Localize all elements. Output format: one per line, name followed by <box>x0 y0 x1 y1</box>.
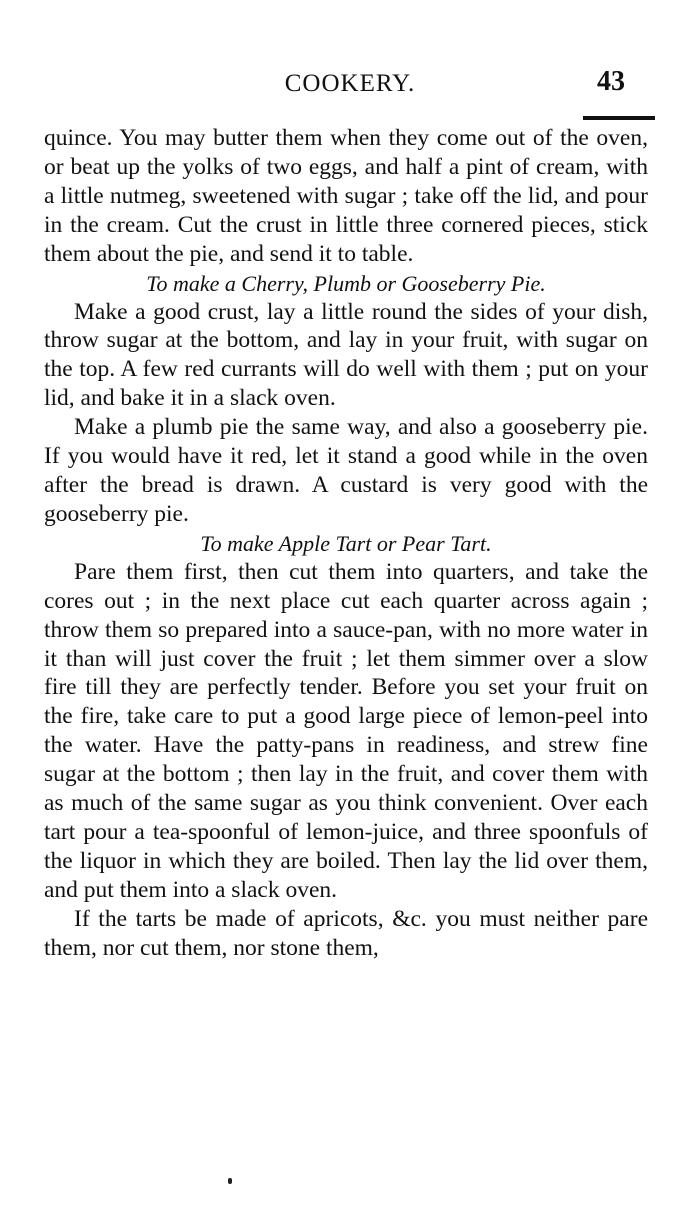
paragraph-crust-instructions: Make a good crust, lay a little round the sides of your dish, throw sugar at the bottom, and lay in your fruit, with sugar on the top. A few red currants will do well with them ; put on your lid, and bake it in a slack oven. <box>44 298 648 412</box>
paragraph-apricot-tarts: If the tarts be made of apricots, &c. you must neither pare them, nor cut them, nor stone them, <box>44 905 648 961</box>
running-head <box>45 66 655 110</box>
recipe-heading-cherry-plumb-gooseberry-pie: To make a Cherry, Plumb or Gooseberry Pie. <box>146 270 546 296</box>
paragraph-tart-instructions: Pare them first, then cut them into quarters, and take the cores out ; in the next place cut each quarter across again ; throw them so prepared into a sauce-pan, with no more water in it than will just cover the fruit ; let them simmer over a slow fire till they are perfectly tender. Before you set your fruit on the fire, take care to put a good large piece of lemon-peel into the water. Have the patty-pans in readiness, and strew fine sugar at the bottom ; then lay in the fruit, and cover them with as much of the same sugar as you think convenient. Over each tart pour a tea-spoonful of lemon-juice, and three spoonfuls of the liquor in which they are boiled. Then lay the lid over them, and put them into a slack oven. <box>44 558 648 903</box>
running-title: COOKERY. <box>284 70 416 97</box>
recipe-heading-apple-pear-tart: To make Apple Tart or Pear Tart. <box>200 530 492 556</box>
paragraph-plumb-pie: Make a plumb pie the same way, and also a gooseberry pie. If you would have it red, let it stand a good while in the oven after the bread is drawn. A custard is very good with the gooseberry pie. <box>44 414 648 527</box>
page-text <box>44 124 648 962</box>
header-rule <box>583 116 655 120</box>
paragraph-continuation: quince. You may butter them when they come out of the oven, or beat up the yolks of two eggs, and half a pint of cream, with a little nutmeg, sweetened with sugar ; take off the lid, and pour in the cream. Cut the crust in little three cornered pieces, stick them about the pie, and send it to table. <box>44 125 648 267</box>
ink-speck <box>228 1178 232 1184</box>
page-number: 43 <box>597 66 625 97</box>
